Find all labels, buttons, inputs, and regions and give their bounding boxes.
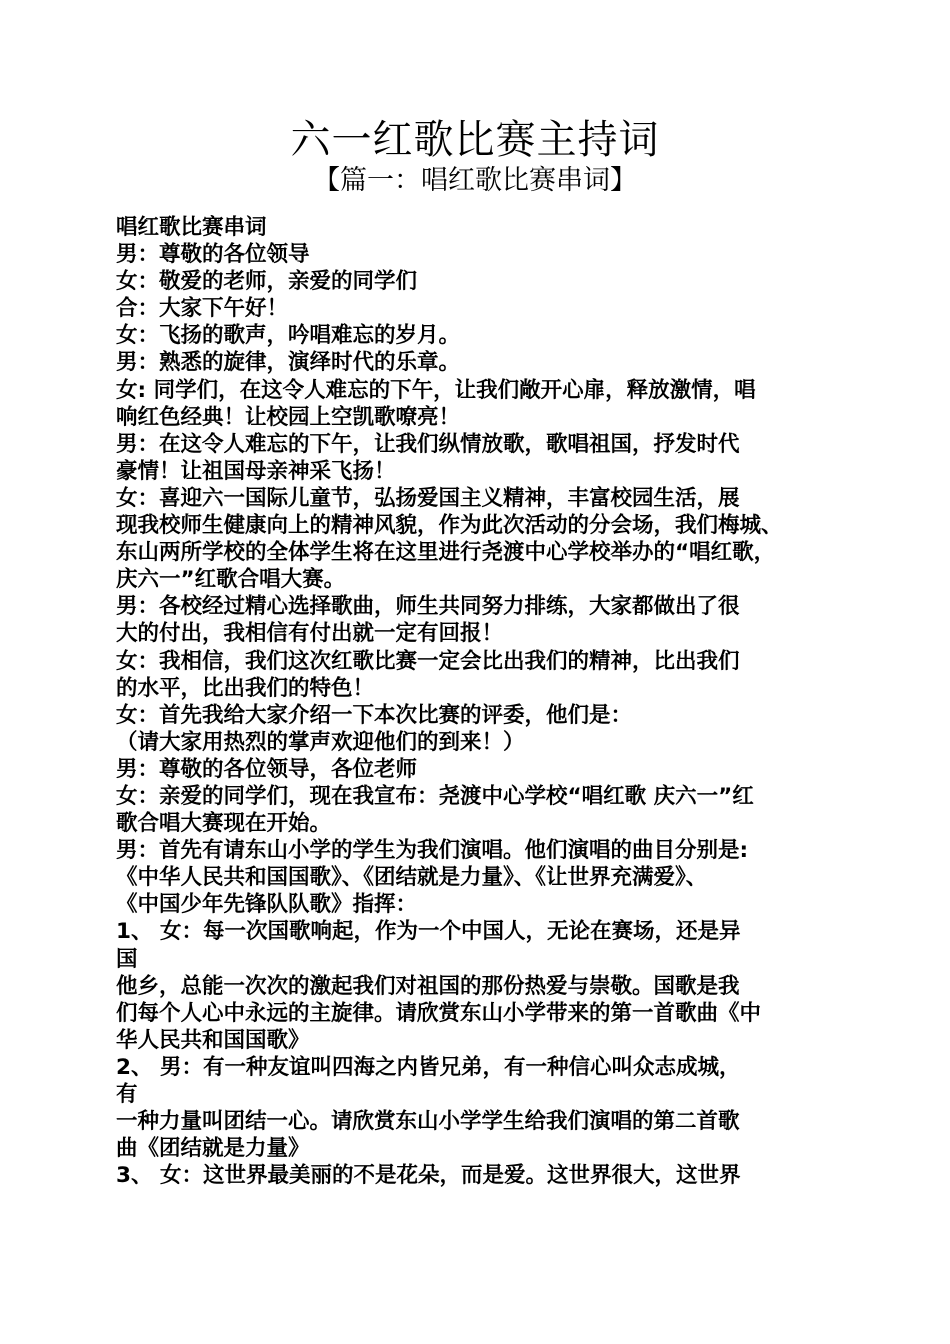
text-line: 一种力量叫团结一心。请欣赏东山小学学生给我们演唱的第二首歌	[116, 1109, 740, 1135]
text-line: 女：敬爱的老师，亲爱的同学们	[116, 269, 418, 295]
text-line: 们每个人心中永远的主旋律。请欣赏东山小学带来的第一首歌曲《中	[116, 1000, 762, 1026]
text-line: 男：首先有请东山小学的学生为我们演唱。他们演唱的曲目分别是:	[116, 838, 749, 864]
text-line: 男：尊敬的各位领导	[116, 242, 310, 268]
text-line: 女：喜迎六一国际儿童节，弘扬爱国主义精神，丰富校园生活，展	[116, 485, 740, 511]
text-line: 曲《团结就是力量》	[116, 1136, 310, 1162]
text-line: 男：尊敬的各位领导，各位老师	[116, 756, 418, 782]
text-line: 国	[116, 946, 138, 972]
text-line: 《中华人民共和国国歌》、《团结就是力量》、《让世界充满爱》、	[116, 865, 708, 891]
text-line: （请大家用热烈的掌声欢迎他们的到来！）	[116, 729, 525, 755]
text-line: 他乡，总能一次次的激起我们对祖国的那份热爱与崇敬。国歌是我	[116, 973, 740, 999]
text-line: 庆六一”红歌合唱大赛。	[116, 567, 346, 593]
text-line: 女：飞扬的歌声，吟唱难忘的岁月。	[116, 323, 461, 349]
text-line: 女：我相信，我们这次红歌比赛一定会比出我们的精神，比出我们	[116, 648, 740, 674]
text-line: 的水平，比出我们的特色！	[116, 675, 375, 701]
text-line: 女：亲爱的同学们，现在我宣布：尧渡中心学校“唱红歌 庆六一”红	[116, 783, 754, 809]
text-line: 女: 同学们，在这令人难忘的下午，让我们敞开心扉，释放激情，唱	[116, 377, 756, 403]
text-line: 歌合唱大赛现在开始。	[116, 811, 332, 837]
text-line: 豪情！让祖国母亲神采飞扬！	[116, 458, 396, 484]
document-body	[116, 214, 836, 1189]
text-line: 《中国少年先锋队队歌》指挥：	[116, 892, 418, 918]
text-line: 男：在这令人难忘的下午，让我们纵情放歌，歌唱祖国，抒发时代	[116, 431, 740, 457]
text-line: 男：熟悉的旋律，演绎时代的乐章。	[116, 350, 461, 376]
text-line: 3、 女：这世界最美丽的不是花朵，而是爱。这世界很大，这世界	[116, 1163, 741, 1189]
text-line: 现我校师生健康向上的精神风貌，作为此次活动的分会场，我们梅城、	[116, 513, 783, 539]
text-line: 东山两所学校的全体学生将在这里进行尧渡中心学校举办的“唱红歌，	[116, 540, 776, 566]
text-line: 女：首先我给大家介绍一下本次比赛的评委，他们是：	[116, 702, 633, 728]
text-line: 大的付出，我相信有付出就一定有回报！	[116, 621, 504, 647]
text-line: 1、 女：每一次国歌响起，作为一个中国人，无论在赛场，还是异	[116, 919, 741, 945]
text-line: 男：各校经过精心选择歌曲，师生共同努力排练，大家都做出了很	[116, 594, 740, 620]
text-line: 华人民共和国国歌》	[116, 1027, 310, 1053]
text-line: 响红色经典！让校园上空凯歌嘹亮！	[116, 404, 461, 430]
text-line: 唱红歌比赛串词	[116, 215, 267, 240]
text-line: 2、 男：有一种友谊叫四海之内皆兄弟，有一种信心叫众志成城，	[116, 1054, 741, 1080]
page-subtitle: 【篇一：唱红歌比赛串词】	[313, 165, 637, 196]
text-line: 有	[116, 1082, 138, 1107]
text-line: 合：大家下午好！	[116, 296, 289, 322]
page-title: 六一红歌比赛主持词	[290, 117, 660, 163]
